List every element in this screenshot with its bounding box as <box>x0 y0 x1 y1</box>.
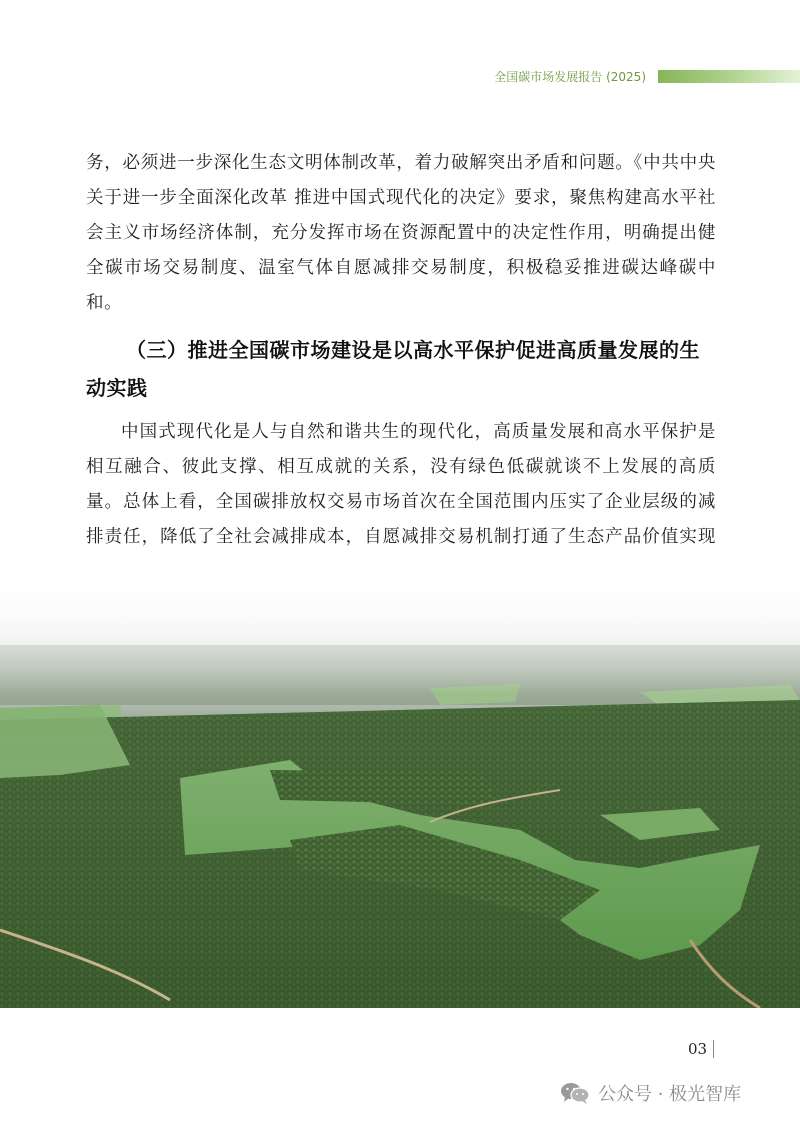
watermark-text: 公众号 · 极光智库 <box>598 1084 742 1105</box>
header-accent-bar <box>658 70 800 83</box>
watermark <box>560 1078 741 1108</box>
page-number: 03 <box>688 1040 714 1058</box>
body-paragraph-section: 中国式现代化是人与自然和谐共生的现代化，高质量发展和高水平保护是相互融合、彼此支撑、相互成就的关系，没有绿色低碳就谈不上发展的高质量。总体上看，全国碳排放权交易市场首次在全国范围内压实了企业层级的减排责任，降低了全社会减排成本，自愿减排交易机制打通了生态产品价值实现 <box>86 422 716 547</box>
main-content <box>86 146 716 625</box>
running-header <box>0 66 800 88</box>
section-heading: （三）推进全国碳市场建设是以高水平保护促进高质量发展的生动实践 <box>86 338 700 400</box>
report-title: 全国碳市场发展报告 (2025) <box>494 70 646 84</box>
aerial-forest-photo <box>0 560 800 1008</box>
wechat-icon <box>560 1081 590 1105</box>
body-paragraph-continued: 务，必须进一步深化生态文明体制改革，着力破解突出矛盾和问题。《中共中央关于进一步全面深化改革 推进中国式现代化的决定》要求，聚焦构建高水平社会主义市场经济体制，充分发挥市场在资源配置中的决定性作用，明确提出健全碳市场交易制度、温室气体自愿减排交易制度，积极稳妥推进碳达峰碳中和。 <box>86 153 716 313</box>
